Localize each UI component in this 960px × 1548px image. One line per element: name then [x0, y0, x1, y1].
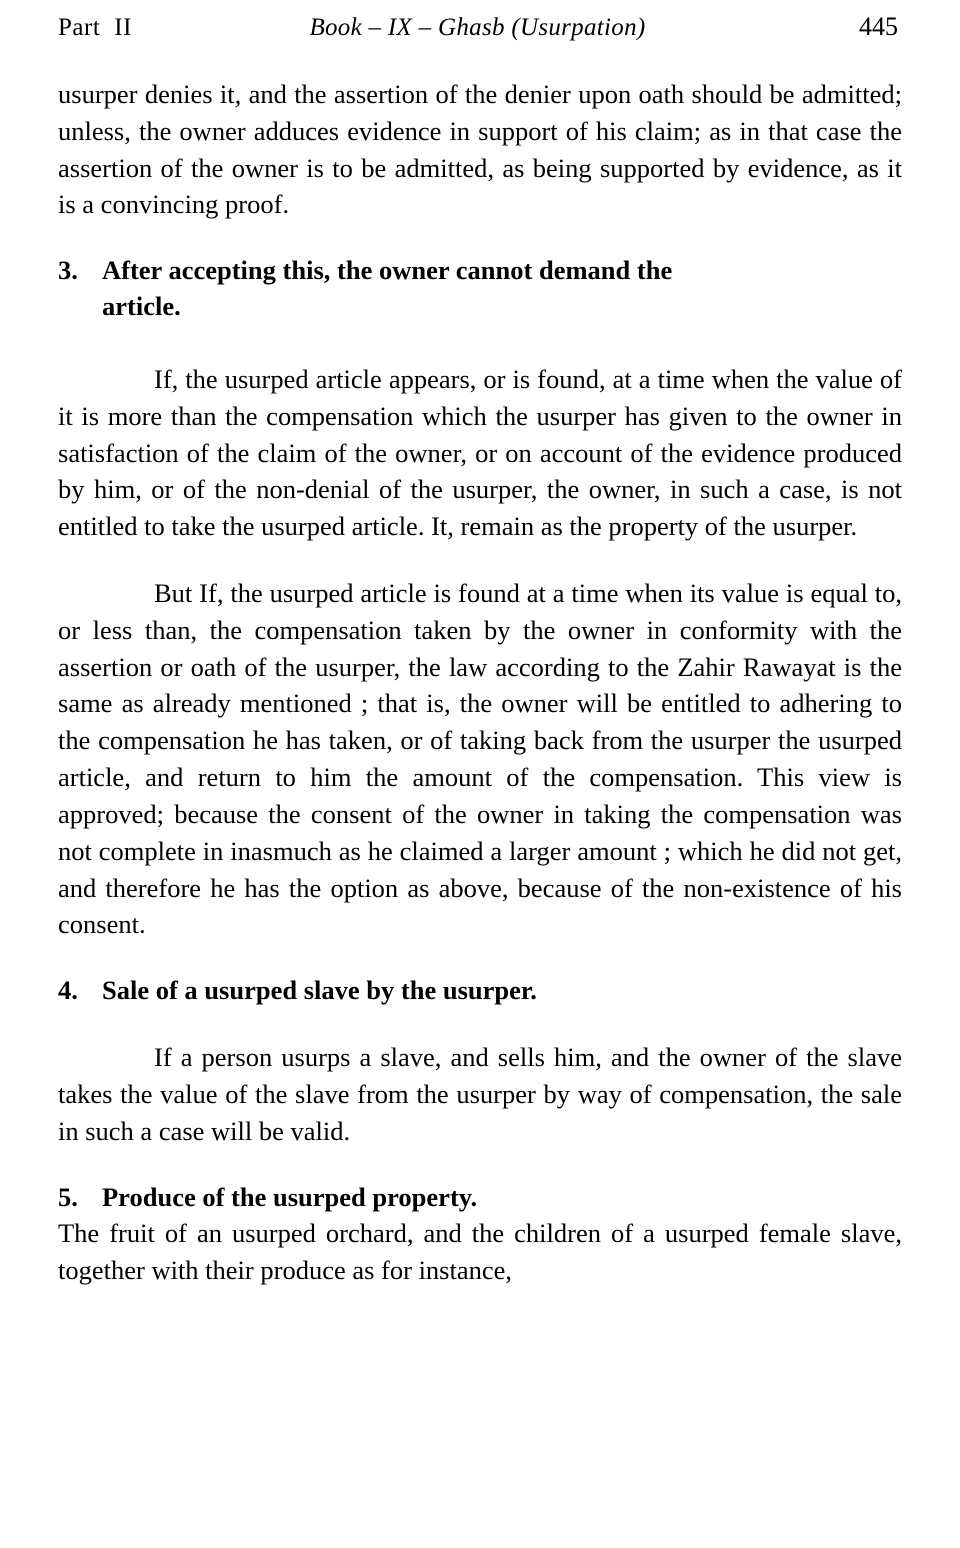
section-title-3-line2: article.: [102, 291, 181, 322]
section-heading-4: [58, 973, 902, 1009]
paragraph-5: The fruit of an usurped orchard, and the children of a usurped female slave, together with their produce as for instance,: [58, 1218, 902, 1286]
paragraph-4: If a person usurps a slave, and sells him, and the owner of the slave takes the value of the slave from the usurper by way of compensation, the sale in such a case will be valid.: [58, 1042, 902, 1146]
section-heading-3: [58, 253, 902, 325]
section-title-5: Produce of the usurped property.: [102, 1181, 478, 1212]
page-number: 445: [859, 12, 898, 41]
section-number-5: 5.: [58, 1181, 78, 1212]
running-head: [58, 12, 902, 42]
book-title: Book – IX – Ghasb (Usurpation): [309, 14, 646, 41]
paragraph-3: But If, the usurped article is found at a time when its value is equal to, or less than, the compensation taken by the owner in conformity with the assertion or oath of the usurper, the law according to the Zahir Rawayat is the same as already mentioned ; that is, the owner will be entitled to adhering to the compensation he has taken, or of taking back from the usurper the usurped article, and return to him the amount of the compensation. This view is approved; because the consent of the owner in taking the compensation was not complete in inasmuch as he claimed a larger amount ; which he did not get, and therefore he has the option as above, because of the non-existence of his consent.: [58, 577, 902, 940]
section-number-4: 4.: [58, 975, 78, 1006]
section-title-3-line1: After accepting this, the owner cannot demand the: [102, 255, 673, 286]
section-heading-5: [58, 1180, 902, 1216]
paragraph-continuation: usurper denies it, and the assertion of the denier upon oath should be admitted; unless, the owner adduces evidence in support of his claim; as in that case the assertion of the owner is to be admitted, as being supported by evidence, as it is a convincing proof.: [58, 79, 902, 220]
part-number: II: [114, 14, 132, 41]
section-title-4: Sale of a usurped slave by the usurper.: [102, 975, 537, 1006]
section-number-3: 3.: [58, 255, 78, 286]
part-label: Part: [58, 14, 101, 41]
paragraph-2: If, the usurped article appears, or is found, at a time when the value of it is more than the compensation which the usurper has given to the owner in satisfaction of the claim of the owner, or on account of the evidence produced by him, or of the non-denial of the usurper, the owner, in such a case, is not entitled to take the usurped article. It, remain as the property of the usurper.: [58, 363, 902, 542]
running-head-left: [58, 14, 132, 42]
section-title-3: [102, 253, 902, 325]
